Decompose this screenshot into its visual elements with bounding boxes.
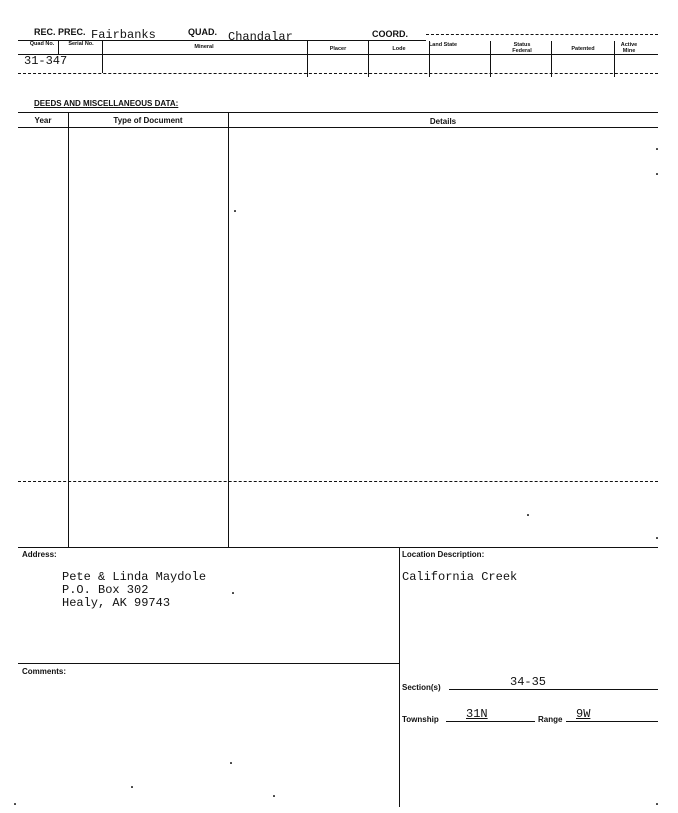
- col-serial-no: Serial No.: [68, 41, 94, 47]
- scan-speck: [656, 537, 658, 539]
- col-status-federal: Status Federal: [512, 42, 532, 54]
- scan-speck: [234, 210, 236, 212]
- township-underline: [446, 721, 535, 722]
- scan-speck: [14, 803, 16, 805]
- deeds-heading: DEEDS AND MISCELLANEOUS DATA:: [34, 99, 179, 108]
- section-label: Section(s): [402, 683, 441, 692]
- col-lode: Lode: [392, 46, 406, 52]
- deeds-top-line: [18, 112, 658, 113]
- township-value: 31N: [466, 707, 488, 721]
- address-line-3: Healy, AK 99743: [62, 596, 171, 610]
- address-line-2: P.O. Box 302: [62, 583, 149, 597]
- column-header-line: [18, 54, 658, 55]
- address-bottom-line: [18, 663, 399, 664]
- range-underline: [566, 721, 658, 722]
- scan-speck: [131, 786, 133, 788]
- scan-speck: [656, 173, 658, 175]
- comments-label: Comments:: [22, 667, 67, 676]
- rec-prec-value: Fairbanks: [91, 28, 156, 42]
- col-mineral: Mineral: [194, 44, 214, 50]
- quad-label: QUAD.: [188, 27, 217, 37]
- header-divider: [307, 41, 308, 77]
- scan-speck: [273, 795, 275, 797]
- col-details: Details: [429, 117, 457, 126]
- address-label: Address:: [22, 550, 57, 559]
- col-active-mine: Active Mine: [620, 42, 638, 54]
- header-divider: [614, 41, 615, 77]
- scan-speck: [656, 803, 658, 805]
- location-value: California Creek: [402, 570, 518, 584]
- section-value: 34-35: [510, 675, 547, 689]
- header-bottom-dashed-line: [18, 73, 658, 74]
- col-type-of-document: Type of Document: [113, 116, 183, 125]
- col-year: Year: [34, 116, 52, 125]
- rec-prec-label: REC. PREC.: [34, 27, 86, 37]
- coord-label: COORD.: [372, 29, 408, 39]
- header-divider: [490, 41, 491, 77]
- section-underline: [449, 689, 658, 690]
- header-divider: [58, 41, 59, 54]
- col-patented: Patented: [571, 46, 595, 52]
- deeds-bottom-line: [18, 547, 658, 548]
- deeds-dashed-line: [18, 481, 658, 482]
- location-label: Location Description:: [402, 550, 485, 559]
- header-top-dashed-line: [426, 34, 658, 35]
- quad-value: Chandalar: [228, 30, 293, 44]
- col-land-state: Land State: [428, 42, 458, 48]
- range-value: 9W: [576, 707, 591, 721]
- address-line-1: Pete & Linda Maydole: [62, 570, 207, 584]
- col-placer: Placer: [329, 46, 347, 52]
- scan-speck: [656, 148, 658, 150]
- township-label: Township: [402, 715, 439, 724]
- header-divider: [368, 41, 369, 77]
- deeds-header-line: [18, 127, 658, 128]
- header-divider: [102, 41, 103, 73]
- scan-speck: [230, 762, 232, 764]
- header-divider: [429, 41, 430, 77]
- quad-no-value: 31-347: [24, 54, 68, 68]
- header-divider: [551, 41, 552, 77]
- range-label: Range: [538, 715, 563, 724]
- address-location-divider: [399, 547, 400, 807]
- col-quad-no: Quad No.: [29, 41, 55, 47]
- scan-speck: [232, 592, 234, 594]
- scan-speck: [527, 514, 529, 516]
